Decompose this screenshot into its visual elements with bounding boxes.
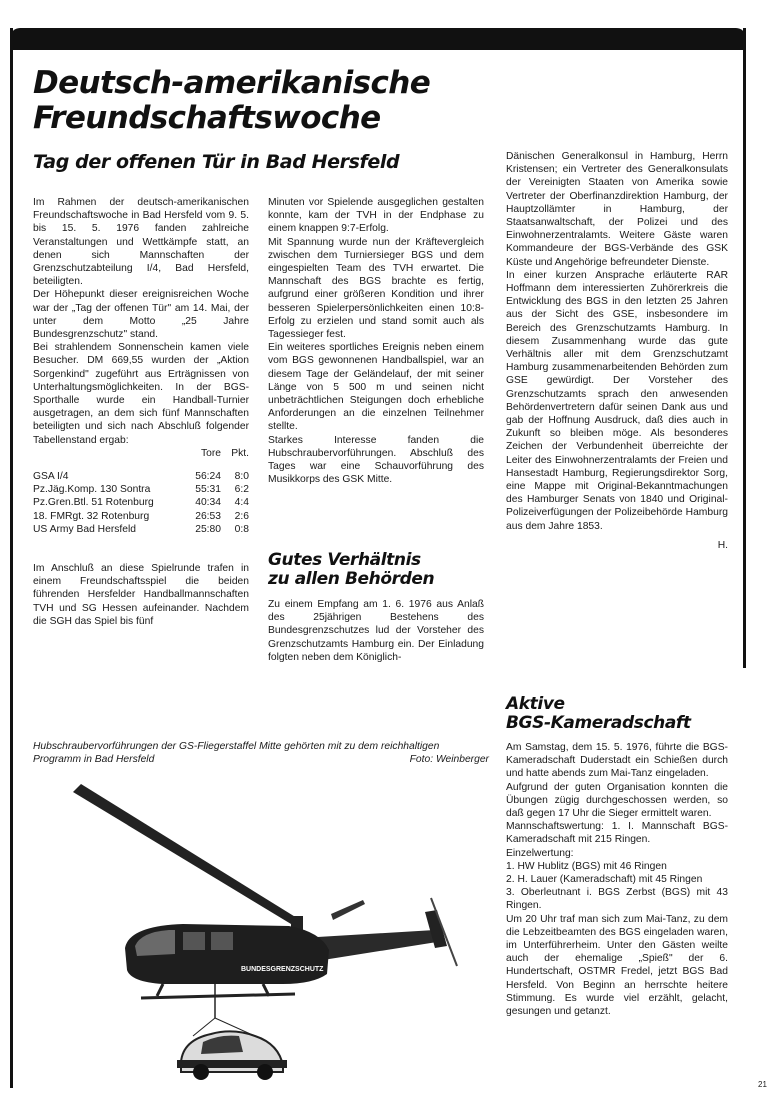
paragraph: Im Rahmen der deutsch-amerikanischen Freundschaftswoche in Bad Hersfeld vom 9. 5. bis 15. 5. 1976 fanden zahlreiche Veranstaltungen und Wettkämpfe statt, an denen sich Mannschaften der Grenzschutzabteilung I/4, Bad Hersfeld, beteiligten. [33,197,249,288]
page-right-rule [743,28,746,668]
column-2 [268,196,484,486]
paragraph: Um 20 Uhr traf man sich zum Mai-Tanz, zu dem die Lebzeitbeamten des BGS eingeladen waren, im Unterführerheim. Unter den Gästen weilte auch der ehemalige „Spieß" der 6. Hundertschaft, OSTMR Fredel, jetzt BGS Bad Hersfeld. Von Beginn an herrschte heitere Stimmung. Es wurde viel erzählt, gelacht, gesungen und getanzt. [506,913,728,1018]
headline-line: Freundschaftswoche [33,100,381,136]
result-line: 3. Oberleutnant i. BGS Zerbst (BGS) mit 43 Ringen. [506,887,728,912]
page-top-rule [10,28,746,50]
section-heading-line: Gutes Verhältnis [268,550,421,570]
tournament-table [33,447,249,536]
paragraph: Ein weiteres sportliches Ereignis neben einem vom BGS gewonnenen Handballspiel, war an diesem Tage der Geländelauf, der mit seiner Länge von 5 500 m und seinen nicht unbeträchtlichen Steigungen doch erhebliche Anforderungen an die einzelnen Teilnehmer stellte. [268,342,484,433]
section-heading-line: zu allen Behörden [268,569,435,589]
paragraph: Mannschaftswertung: 1. I. Mannschaft BGS-Kameradschaft mit 215 Ringen. [506,821,728,846]
page-left-rule [10,28,13,1088]
cabin-window [183,932,205,950]
photo-credit: Foto: Weinberger [409,754,489,766]
goals: 26:53 [195,510,221,522]
column-header-tore: Tore [200,447,221,459]
points: 4:4 [234,497,249,509]
result-line: 2. H. Lauer (Kameradschaft) mit 45 Ringen [506,874,703,886]
table-row [33,496,249,509]
table-row [33,510,249,523]
section-heading [506,695,736,733]
goals: 40:34 [195,497,221,509]
paragraph: Minuten vor Spielende ausgeglichen gestalten konnte, kam der TVH in der Endphase zu einem knappen 9:7-Erfolg. [268,197,484,235]
paragraph: Aufgrund der guten Organisation konnten die Übungen zügig durchgeschossen werden, so daß gegen 17 Uhr die Sieger ermittelt waren. [506,781,728,820]
table-row [33,483,249,496]
team-name: US Army Bad Hersfeld [33,523,137,535]
goals: 55:31 [195,484,221,496]
column-1 [33,196,249,628]
photo-caption [33,740,489,766]
paragraph: Im Anschluß an diese Spielrunde trafen in einem Freundschaftsspiel die beiden führenden Hersfelder Handballmannschaften TVH und SG Hessen aufeinander. Nachdem die SGH das Spiel bis fünf [33,563,249,627]
team-name: 18. FMRgt. 32 Rotenburg [33,510,150,522]
car-wheel [193,1064,209,1080]
table-header-row [33,447,249,460]
section-heading-line: BGS-Kameradschaft [506,713,691,733]
cabin-window [211,932,233,950]
car-wheel [257,1064,273,1080]
paragraph: Starkes Interesse fanden die Hubschraubervorführungen. Abschluß des Tages war eine Schauvorführung des Musikkorps des GSK Mitte. [268,434,484,486]
paragraph: Am Samstag, dem 15. 5. 1976, führte die BGS-Kameradschaft Duderstadt ein Schießen durch und hatte abends zum Mai-Tanz eingeladen. [506,742,728,780]
helicopter-with-car-icon [33,770,489,1080]
article-headline [33,66,493,136]
points: 0:8 [234,523,249,535]
article-subheadline: Tag der offenen Tür in Bad Hersfeld [33,151,400,173]
column-header-pkt: Pkt. [231,447,249,459]
result-line: 1. HW Hublitz (BGS) mit 46 Ringen [506,860,667,872]
paragraph: Einzelwertung: [506,847,574,859]
paragraph: Dänischen Generalkonsul in Hamburg, Herrn Kristensen; ein Vertreter des Generalkonsulats der Vereinigten Staaten von Amerika sowie Vertreter der Oberfinanzdirektion Hamburg, der Hauptzollämter in Hamburg, der Staatsanwaltschaft, der Polizei und des Einwohnerzentralamts. Weitere Gäste waren Kommandeure der BGS-Verbände des GSK Küste und Angehörige befreundeter Dienste. [506,151,728,268]
paragraph: Zu einem Empfang am 1. 6. 1976 aus Anlaß des 25jährigen Bestehens des Bundesgrenzschutzes lud der Vorsteher des Grenzschutzamts Hamburg ein. Der Einladung folgten neben dem Königlich- [268,599,484,663]
paragraph: Bei strahlendem Sonnenschein kamen viele Besucher. DM 669,55 wurden der „Aktion Sorgenkind" zugeführt aus Erträgnissen von Unterhaltungsmöglichkeiten. In der BGS-Sporthalle wurde ein Handball-Turnier ausgetragen, an dem sich fünf Mannschaften beteiligten und sich nach Abschluß folgender Tabellenstand ergab: [33,342,249,446]
section-heading [268,551,484,589]
points: 6:2 [234,484,249,496]
goals: 56:24 [195,471,221,483]
table-row [33,470,249,483]
page-number: 21 [758,1080,767,1089]
team-name: GSA I/4 [33,471,69,483]
author-signature: H. [717,539,728,551]
paragraph: In einer kurzen Ansprache erläuterte RAR Hoffmann dem interessierten Zuhörerkreis die Entwicklung des BGS in den letzten 25 Jahren aus der Sicht des GSE, insbesondere im Bereich des Grenzschutzamts Hamburg. In diesem Zusammenhang wurde das gute Verhältnis aller mit dem Grenzschutzamt Hamburg zusammenarbeitenden Behörden zum GSE gewürdigt. Der Vorsteher des Grenzschutzamts sprach den anwesenden Behördenvertretern dafür seinen Dank aus und gab der Hoffnung Ausdruck, daß dies auch in Zukunft so bleiben möge. Als besonderes Zeichen der Verbundenheit überreichte der Leiter des Einwohnerzentralamts der Freien und Hansestadt Hamburg, Regierungsdirektor Sorg, eine Mappe mit Original-Bekanntmachungen des Hamburger Senats von 1840 und Original-Polizeiverfügungen der Polizeibehörde Hamburg aus dem Jahre 1853. [506,269,728,532]
table-row [33,523,249,536]
fuselage-marking: BUNDESGRENZSCHUTZ [241,966,324,973]
paragraph: Der Höhepunkt dieser ereignisreichen Woche war der „Tag der offenen Tür" am 14. Mai, der unter dem Motto „25 Jahre Bundesgrenzschutz" stand. [33,289,249,341]
team-name: Pz.Jäg.Komp. 130 Sontra [33,484,151,496]
column-2-section [268,598,484,664]
section-heading-line: Aktive [506,694,565,714]
points: 8:0 [234,471,249,483]
goals: 25:80 [195,523,221,535]
caption-text: Hubschraubervorführungen der GS-Fliegerstaffel Mitte gehörten mit zu dem reichhaltigen Programm in Bad Hersfeld [33,741,440,766]
team-name: Pz.Gren.Btl. 51 Rotenburg [33,497,154,509]
points: 2:6 [234,510,249,522]
headline-line: Deutsch-amerikanische [33,65,431,101]
column-4 [506,741,728,1018]
column-3 [506,150,728,552]
paragraph: Mit Spannung wurde nun der Kräftevergleich zwischen dem Turniersieger BGS und dem eingespielten Team des TVH erwartet. Die Mannschaft des BGS brachte es fertig, aufgrund einer größeren Kondition und ihrer besseren Spielerpersönlichkeiten einen 10:8-Erfolg zu erzielen und stand somit auch als Tagessieger fest. [268,236,484,341]
